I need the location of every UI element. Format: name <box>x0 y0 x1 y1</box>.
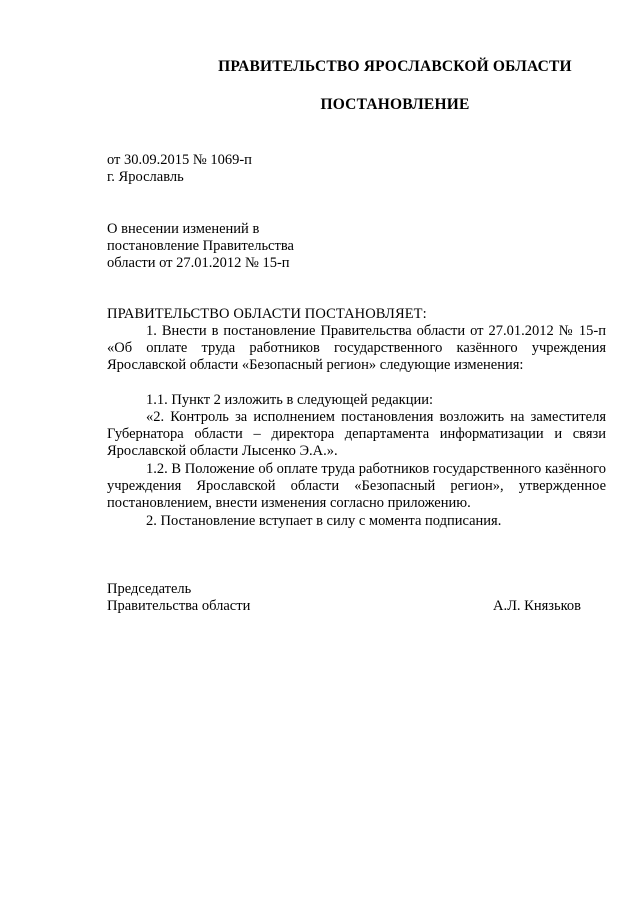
date-block <box>107 152 252 186</box>
document-date-number: от 30.09.2015 № 1069-п <box>107 152 252 168</box>
subject-line: области от 27.01.2012 № 15-п <box>107 255 290 272</box>
document-type-heading: ПОСТАНОВЛЕНИЕ <box>320 96 470 113</box>
paragraph-1: 1. Внести в постановление Правительства области от 27.01.2012 № 15-п «Об оплате труда работников государственного казённого учреждения Ярославской области «Безопасный регион» следующие изменения: <box>107 323 606 374</box>
signatory-title-line: Правительства области <box>107 598 251 615</box>
paragraph-1-2: 1.2. В Положение об оплате труда работников государственного казённого учреждения Ярославской области «Безопасный регион», утвержденное постановлением, внести изменения согласно приложению. <box>107 461 606 512</box>
decree-intro: ПРАВИТЕЛЬСТВО ОБЛАСТИ ПОСТАНОВЛЯЕТ: <box>107 306 427 322</box>
subject-line: постановление Правительства <box>107 238 294 255</box>
paragraph-1-1: 1.1. Пункт 2 изложить в следующей редакции: <box>146 392 434 408</box>
subject-line: О внесении изменений в <box>107 221 260 237</box>
organization-title: ПРАВИТЕЛЬСТВО ЯРОСЛАВСКОЙ ОБЛАСТИ <box>218 58 572 75</box>
document-city: г. Ярославль <box>107 169 184 186</box>
subject-block <box>107 221 294 273</box>
paragraph-quote: «2. Контроль за исполнением постановления возложить на заместителя Губернатора области – директора департамента информатизации и связи Ярославской области Лысенко Э.А.». <box>107 409 606 460</box>
signatory-title <box>107 581 250 615</box>
signatory-name: А.Л. Князьков <box>493 598 582 614</box>
signatory-title-line: Председатель <box>107 581 192 597</box>
paragraph-2: 2. Постановление вступает в силу с момента подписания. <box>146 513 502 529</box>
